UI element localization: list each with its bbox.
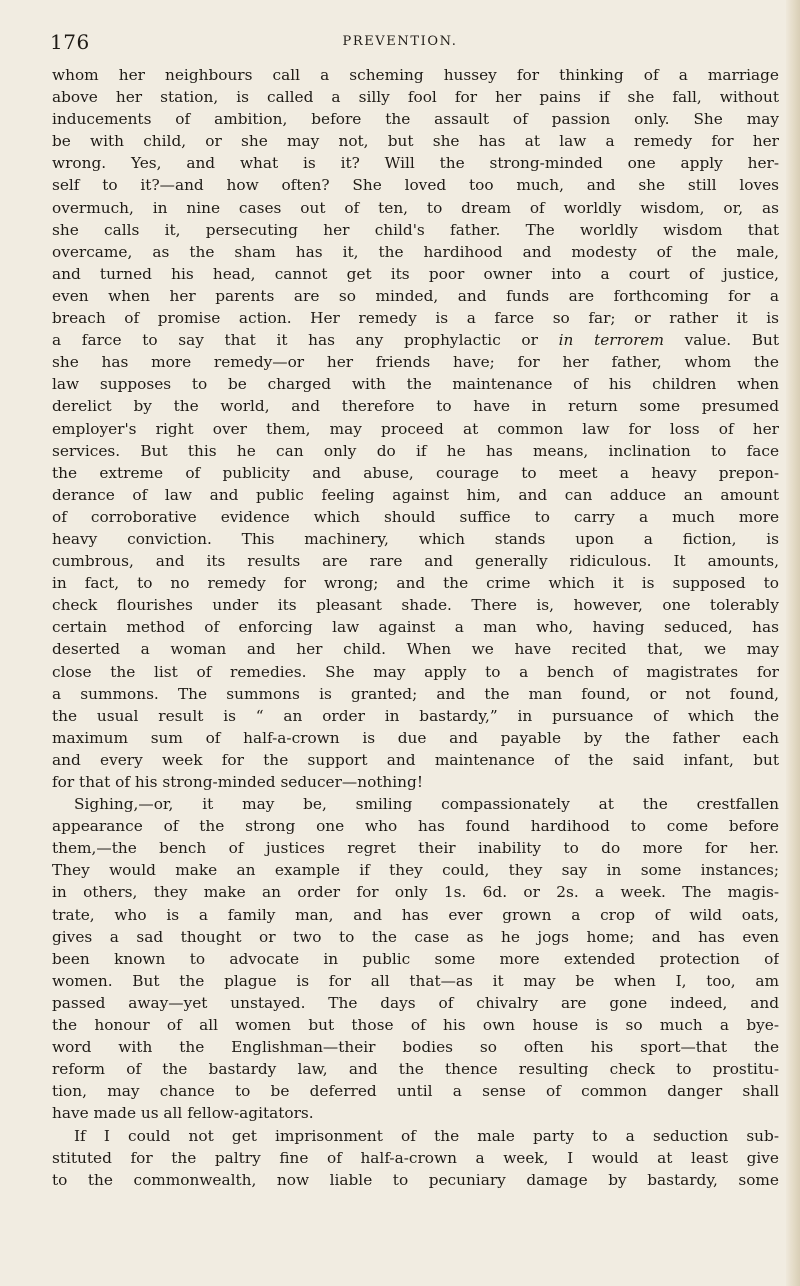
text-line: derance of law and public feeling against him, and can adduce an amount [52,485,779,504]
text-line: heavy conviction. This machinery, which stands upon a fiction, is [52,529,779,548]
running-head: PREVENTION. [342,34,458,49]
text-line: breach of promise action. Her remedy is a farce so far; or rather it is [52,309,779,328]
text-line: to the commonwealth, now liable to pecuniary damage by bastardy, some [52,1170,779,1189]
text-line: in others, they make an order for only 1s. 6d. or 2s. a week. The magis- [52,883,779,902]
text-line: the extreme of publicity and abuse, courage to meet a heavy prepon- [52,463,779,482]
text-line: above her station, is called a silly fool for her pains if she fall, without [52,88,779,107]
text-line: They would make an example if they could, they say in some instances; [52,861,779,880]
text-line: maximum sum of half-a-crown is due and payable by the father each [52,728,779,747]
text-line: derelict by the world, and therefore to have in return some presumed [52,397,779,416]
text-line: whom her neighbours call a scheming hussey for thinking of a marriage [52,66,779,84]
text-line: and turned his head, cannot get its poor owner into a court of justice, [52,264,779,283]
text-line: deserted a woman and her child. When we have recited that, we may [52,640,779,659]
latin-phrase: in terrorem [558,331,664,350]
text-line: the usual result is “ an order in bastardy,” in pursuance of which the [52,706,779,725]
text-line: been known to advocate in public some more extended protection of [52,949,779,968]
text-line: employer's right over them, may proceed at common law for loss of her [52,419,779,438]
page-header [0,30,800,54]
text-line: certain method of enforcing law against a man who, having seduced, has [52,618,779,637]
text-line: wrong. Yes, and what is it? Will the strong-minded one apply her- [52,154,779,173]
text-line: check flourishes under its pleasant shade. There is, however, one tolerably [52,596,779,615]
text-line: be with child, or she may not, but she has at law a remedy for her [52,132,779,151]
body-text [52,64,779,1191]
text-line: she has more remedy—or her friends have; for her father, whom the [52,353,779,372]
text-line: and every week for the support and maintenance of the said infant, but [52,750,779,769]
page-edge-shadow [786,0,800,1286]
text-line: of corroborative evidence which should suffice to carry a much more [52,507,779,526]
text-line: passed away—yet unstayed. The days of chivalry are gone indeed, and [52,993,779,1012]
text-line: even when her parents are so minded, and funds are forthcoming for a [52,286,779,305]
text-line: tion, may chance to be deferred until a sense of common danger shall [52,1082,779,1101]
text-line: If I could not get imprisonment of the male party to a seduction sub- [74,1126,779,1145]
text-line: for that of his strong-minded seducer—nothing! [52,773,423,791]
text-line: women. But the plague is for all that—as it may be when I, too, am [52,971,779,990]
text-line: close the list of remedies. She may apply to a bench of magistrates for [52,662,779,681]
text-line: the honour of all women but those of his own house is so much a bye- [52,1016,779,1035]
text-line: Sighing,—or, it may be, smiling compassionately at the crestfallen [74,795,779,814]
text-line: have made us all fellow-agitators. [52,1104,314,1123]
text-line: stituted for the paltry fine of half-a-crown a week, I would at least give [52,1148,779,1167]
text-line: law supposes to be charged with the maintenance of his children when [52,375,779,394]
text-line: she calls it, persecuting her child's father. The worldly wisdom that [52,220,779,239]
text-line: reform of the bastardy law, and the thence resulting check to prostitu- [52,1060,779,1079]
text-line: a summons. The summons is granted; and the man found, or not found, [52,684,779,703]
text-line: overmuch, in nine cases out of ten, to dream of worldly wisdom, or, as [52,198,779,217]
text-line: services. But this he can only do if he has means, inclination to face [52,441,779,460]
text-line: overcame, as the sham has it, the hardihood and modesty of the male, [52,242,779,261]
text-line: gives a sad thought or two to the case as he jogs home; and has even [52,927,779,946]
text-line: word with the Englishman—their bodies so often his sport—that the [52,1038,779,1057]
text-line: in fact, to no remedy for wrong; and the crime which it is supposed to [52,574,779,593]
text-line: trate, who is a family man, and has ever grown a crop of wild oats, [52,905,779,924]
text-line: appearance of the strong one who has found hardihood to come before [52,817,779,836]
text-line: a farce to say that it has any prophylactic or in terrorem value. But [52,331,779,350]
text-line: them,—the bench of justices regret their inability to do more for her. [52,839,779,858]
text-line: self to it?—and how often? She loved too much, and she still loves [52,176,779,195]
page-number: 176 [50,30,90,54]
text-line: inducements of ambition, before the assault of passion only. She may [52,110,779,129]
text-line: cumbrous, and its results are rare and generally ridiculous. It amounts, [52,552,779,571]
